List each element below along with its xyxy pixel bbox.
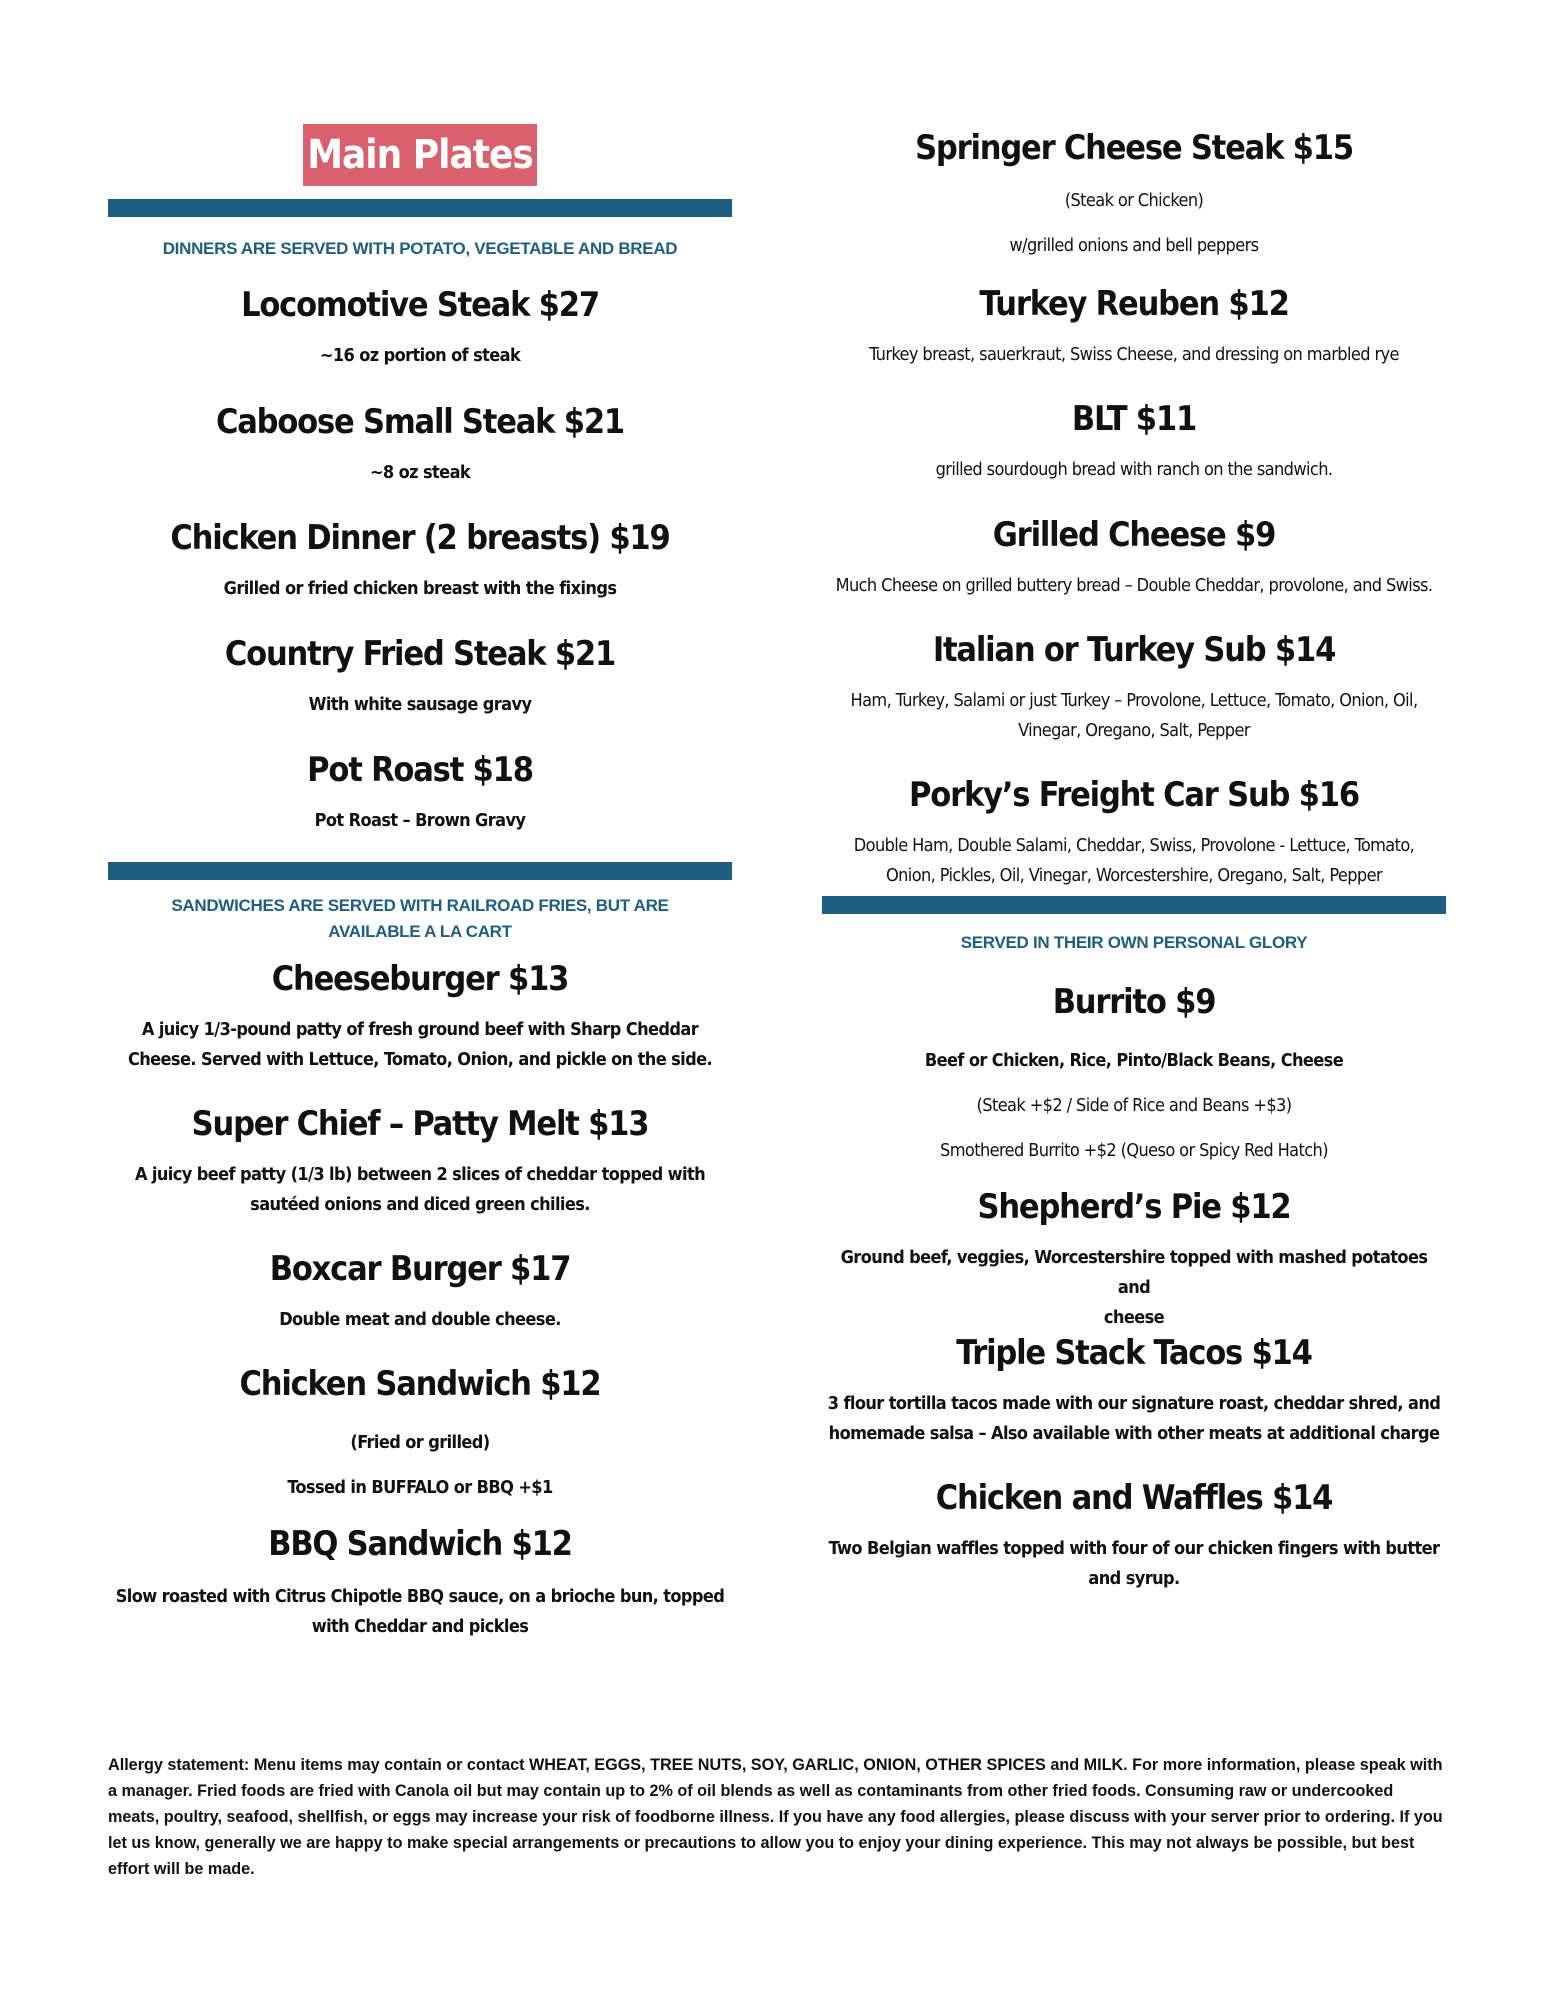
item-name: Burrito $9: [1052, 982, 1216, 1022]
item-desc: ~8 oz steak: [369, 462, 471, 483]
menu-item: [108, 630, 732, 720]
item-desc: Double meat and double cheese.: [279, 1309, 561, 1330]
menu-item: [822, 280, 1446, 370]
item-name: Porky’s Freight Car Sub $16: [909, 775, 1359, 815]
item-name: Triple Stack Tacos $14: [956, 1333, 1312, 1373]
item-name: Springer Cheese Steak $15: [915, 128, 1353, 168]
item-desc: Turkey breast, sauerkraut, Swiss Cheese, and dressing on marbled rye: [869, 344, 1399, 365]
item-name: Chicken Sandwich $12: [239, 1364, 601, 1404]
menu-item: [822, 1329, 1446, 1449]
section-divider-dinners: [108, 199, 732, 217]
item-desc: Much Cheese on grilled buttery bread – Double Cheddar, provolone, and Swiss.: [835, 575, 1433, 596]
item-name: Shepherd’s Pie $12: [977, 1187, 1291, 1227]
item-desc: A juicy beef patty (1/3 lb) between 2 slices of cheddar topped with sautéed onions and diced green chilies.: [134, 1164, 706, 1215]
item-desc: Pot Roast – Brown Gravy: [314, 810, 526, 831]
menu-item: [108, 1360, 732, 1510]
item-name: BLT $11: [1071, 399, 1197, 439]
item-name: Italian or Turkey Sub $14: [932, 630, 1336, 670]
item-desc: Beef or Chicken, Rice, Pinto/Black Beans, Cheese (Steak +$2 / Side of Rice and Beans +$3) Smothered Burrito +$2 (Queso or Spicy Red Hatch): [924, 1050, 1344, 1161]
item-desc: grilled sourdough bread with ranch on the sandwich.: [935, 459, 1333, 480]
title-wrap: [108, 124, 732, 186]
menu-item: [108, 1520, 732, 1642]
menu-item: [822, 771, 1446, 891]
item-desc: ~16 oz portion of steak: [319, 345, 521, 366]
item-desc: Slow roasted with Citrus Chipotle BBQ sauce, on a brioche bun, topped with Cheddar and pickles: [115, 1586, 725, 1637]
menu-item: [822, 395, 1446, 485]
item-name: Turkey Reuben $12: [979, 284, 1289, 324]
allergy-statement: Allergy statement: Menu items may contain or contact WHEAT, EGGS, TREE NUTS, SOY, GARLIC, ONION, OTHER SPICES and MILK. For more information, please speak with a manager. Fried foods are fried with Canola oil but may contain up to 2% of oil blends as well as contaminants from other fried foods. Consuming raw or undercooked meats, poultry, seafood, shellfish, or eggs may increase your risk of foodborne illness. If you have any food allergies, please discuss with your server prior to ordering. If you let us know, generally we are happy to make special arrangements or precautions to allow you to enjoy your dining experience. This may not always be possible, but best effort will be made.: [108, 1756, 1443, 1878]
item-desc: Grilled or fried chicken breast with the fixings: [223, 578, 617, 599]
item-name: Chicken Dinner (2 breasts) $19: [170, 518, 670, 558]
item-desc: Two Belgian waffles topped with four of our chicken fingers with butter and syrup.: [828, 1538, 1440, 1589]
menu-item: [108, 281, 732, 371]
item-name: Pot Roast $18: [307, 750, 533, 790]
item-desc: Ham, Turkey, Salami or just Turkey – Provolone, Lettuce, Tomato, Onion, Oil, Vinegar, Oregano, Salt, Pepper: [850, 690, 1418, 741]
glory-note: SERVED IN THEIR OWN PERSONAL GLORY: [960, 933, 1308, 952]
item-desc: (Steak or Chicken) w/grilled onions and bell peppers: [1009, 190, 1259, 256]
item-desc: Ground beef, veggies, Worcestershire topped with mashed potatoes and cheese: [840, 1247, 1428, 1328]
menu-item: [108, 955, 732, 1075]
menu-item: [822, 978, 1446, 1173]
item-name: Locomotive Steak $27: [241, 285, 599, 325]
item-desc: Double Ham, Double Salami, Cheddar, Swiss, Provolone - Lettuce, Tomato, Onion, Pickles, Oil, Vinegar, Worcestershire, Oregano, Salt, Pepper: [853, 835, 1415, 886]
item-name: Cheeseburger $13: [271, 959, 569, 999]
item-desc: A juicy 1/3-pound patty of fresh ground beef with Sharp Cheddar Cheese. Served with Lettuce, Tomato, Onion, and pickle on the side.: [127, 1019, 713, 1070]
page-title: Main Plates: [303, 124, 537, 186]
item-name: Country Fried Steak $21: [224, 634, 616, 674]
menu-item: [822, 1474, 1446, 1594]
menu-item: [822, 511, 1446, 601]
menu-item: [108, 398, 732, 488]
menu-item: [822, 124, 1446, 268]
item-name: Chicken and Waffles $14: [935, 1478, 1333, 1518]
menu-item: [108, 1100, 732, 1220]
menu-item: [822, 626, 1446, 746]
section-divider-glory: [822, 896, 1446, 914]
item-name: Super Chief – Patty Melt $13: [191, 1104, 649, 1144]
section-divider-sandwiches: [108, 862, 732, 880]
item-name: Boxcar Burger $17: [269, 1249, 571, 1289]
item-desc: (Fried or grilled) Tossed in BUFFALO or BBQ +$1: [287, 1432, 553, 1498]
menu-item: [108, 746, 732, 836]
item-name: Grilled Cheese $9: [992, 515, 1276, 555]
menu-item: [108, 1245, 732, 1335]
item-name: BBQ Sandwich $12: [268, 1524, 572, 1564]
item-desc: 3 flour tortilla tacos made with our signature roast, cheddar shred, and homemade salsa – Also available with other meats at additional charge: [827, 1393, 1441, 1444]
item-name: Caboose Small Steak $21: [215, 402, 625, 442]
menu-item: [822, 1183, 1446, 1333]
sandwiches-note: SANDWICHES ARE SERVED WITH RAILROAD FRIES, BUT ARE AVAILABLE A LA CART: [171, 896, 669, 941]
menu-item: [108, 514, 732, 604]
dinners-note: DINNERS ARE SERVED WITH POTATO, VEGETABLE AND BREAD: [162, 239, 678, 258]
item-desc: With white sausage gravy: [308, 694, 532, 715]
